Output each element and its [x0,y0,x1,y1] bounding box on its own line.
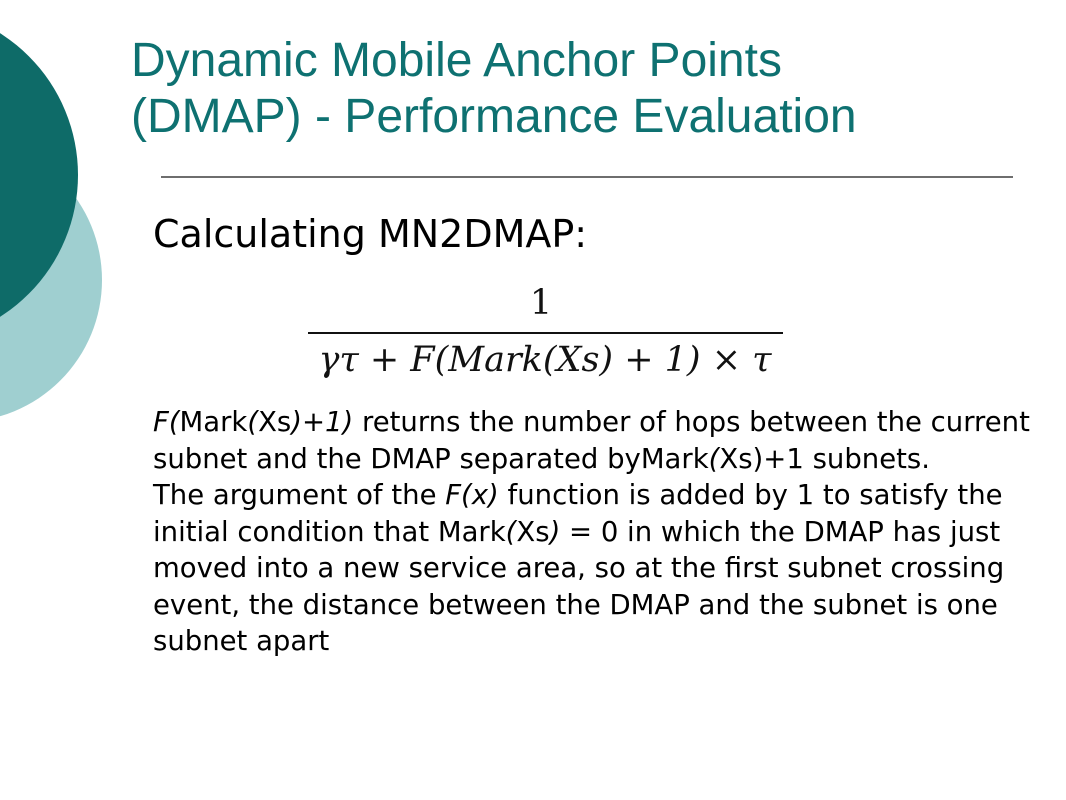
decorative-circles [0,0,140,440]
italic-f-open: F( [153,406,180,438]
formula-denominator [300,338,790,382]
formula [300,282,790,386]
text-paren-plus: )+1 [752,442,804,475]
italic-paren: ) [549,515,561,548]
paragraph-2 [153,477,1033,660]
paragraph-1 [153,404,1033,477]
paragraph-1-end: subnets. [803,442,930,475]
text-mark: Mark [640,442,709,475]
italic-paren: ( [505,515,517,548]
slide-title-line-2: (DMAP) - Performance Evaluation [131,90,857,143]
body-text [153,404,1033,660]
paragraph-1-text: returns the number of hops between the current subnet and the DMAP separated by [153,406,1030,475]
paragraph-2-start: The argument of the [153,479,446,511]
paragraph-2-end: = 0 in which the DMAP has just moved into a new service area, so at the first subnet crossing event, the distance between the DMAP and the subnet is one subnet apart [153,515,1005,657]
slide-title-line-1: Dynamic Mobile Anchor Points [131,34,782,87]
text-xs: Xs [719,442,753,475]
title-divider [161,176,1013,178]
text-xs: Xs [516,515,550,548]
italic-paren: ( [708,442,720,475]
italic-paren: ( [247,406,259,438]
formula-denominator-text: γτ + F(Mark(Xs) + 1) × τ [318,340,772,380]
italic-fx: F(x) [445,479,499,511]
italic-paren-plus: )+1 [291,406,343,438]
fraction-bar [308,332,783,334]
italic-close-paren: ) [342,406,354,438]
text-mark: Mark [179,406,248,438]
formula-numerator-text: 1 [529,283,553,323]
formula-numerator [300,282,790,324]
section-heading: Calculating MN2DMAP: [153,212,588,256]
text-xs: Xs [258,406,292,438]
slide-title [131,33,1031,145]
paragraph-2-middle: function is added by 1 to satisfy the initial condition that Mark [153,479,1003,548]
